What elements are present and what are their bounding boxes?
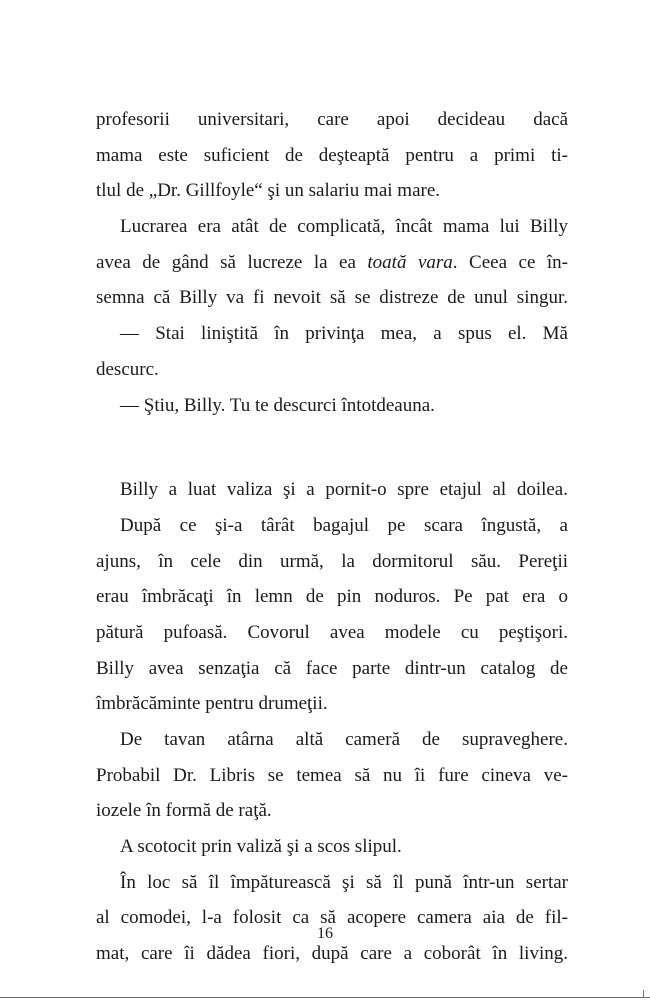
text-line: mama este suficient de deşteaptă pentru a primi ti-: [96, 144, 568, 166]
text-line: În loc să îl împăturească şi să îl pună într-un sertar: [120, 871, 568, 893]
paragraph: [96, 829, 568, 865]
text-line: Lucrarea era atât de complicată, încât mama lui Billy: [120, 216, 568, 238]
text-line: descurc.: [96, 358, 159, 380]
paragraph: [96, 722, 568, 829]
paragraph: [96, 102, 568, 209]
bottom-right-tick: [643, 990, 644, 997]
text-line: erau îmbrăcaţi în lemn de pin noduros. Pe pat era o: [96, 586, 568, 608]
text-line: avea de gând să lucreze la ea toată vara. Ceea ce în-: [96, 251, 568, 273]
text-line: mat, care îi dădea fiori, după care a coborât în living.: [96, 943, 568, 965]
text-line: După ce şi-a târât bagajul pe scara îngustă, a: [120, 514, 568, 536]
paragraph: [96, 388, 568, 424]
text-line: A scotocit prin valiză şi a scos slipul.: [120, 836, 402, 858]
text-line: Probabil Dr. Libris se temea să nu îi fure cineva ve-: [96, 764, 568, 786]
section-break: [96, 423, 568, 472]
text-line: De tavan atârna altă cameră de supraveghere.: [120, 729, 568, 750]
text-line: profesorii universitari, care apoi decideau dacă: [96, 109, 568, 130]
page-number: 16: [317, 925, 333, 942]
text-line: — Ştiu, Billy. Tu te descurci întotdeauna.: [120, 394, 435, 416]
text-line: iozele în formă de raţă.: [96, 800, 272, 822]
text-line: al comodei, l-a folosit ca să acopere camera aia de fil-: [96, 907, 568, 929]
text-line: — Stai liniştită în privinţa mea, a spus el. Mă: [120, 323, 568, 345]
text-line: semna că Billy va fi nevoit să se distreze de unul singur.: [96, 287, 568, 309]
text-line: tlul de „Dr. Gillfoyle“ şi un salariu mai mare.: [96, 180, 441, 202]
paragraph: [96, 472, 568, 508]
text-line: Billy a luat valiza şi a pornit-o spre etajul al doilea.: [120, 479, 568, 501]
paragraph: [96, 316, 568, 387]
paragraph: [96, 209, 568, 316]
bottom-edge-rule: [0, 997, 650, 998]
paragraph: [96, 508, 568, 722]
text-line: ajuns, în cele din urmă, la dormitorul său. Pereţii: [96, 550, 568, 572]
page-body: [96, 102, 568, 972]
italic-emphasis: toată vara: [367, 251, 453, 273]
paragraph: [96, 865, 568, 972]
text-line: pătură pufoasă. Covorul avea modele cu peştişori.: [96, 621, 568, 643]
text-line: îmbrăcăminte pentru drumeţii.: [96, 693, 328, 715]
text-line: Billy avea senzaţia că face parte dintr-un catalog de: [96, 657, 568, 679]
